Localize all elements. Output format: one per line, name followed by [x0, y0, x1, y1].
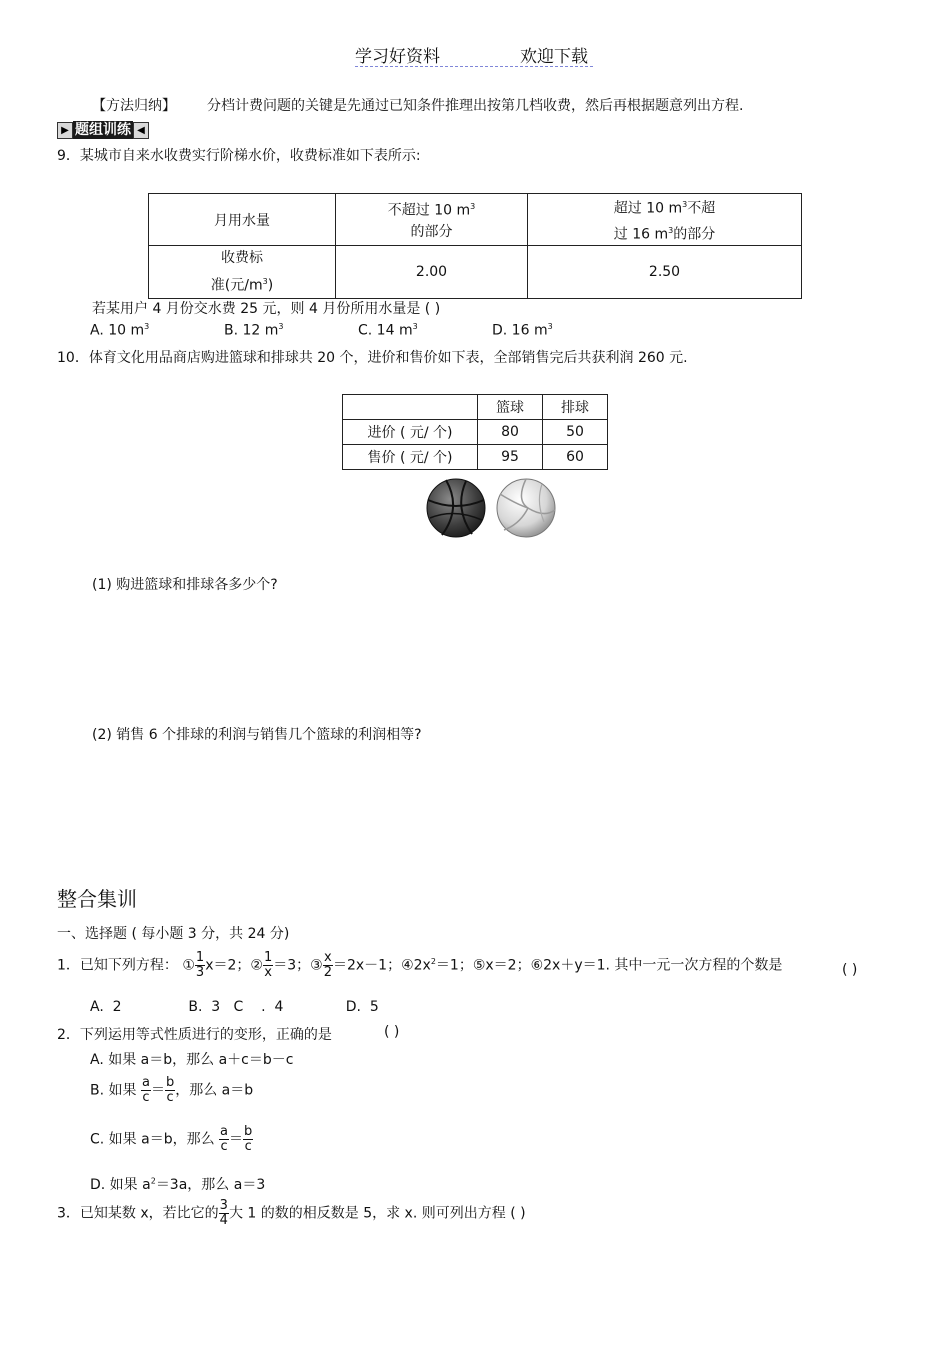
- ball-table-cost-volleyball: 50: [543, 420, 608, 445]
- q9-text: 9．某城市自来水收费实行阶梯水价，收费标准如下表所示:: [57, 148, 421, 164]
- header-left: 学习好资料: [355, 47, 440, 67]
- cell-tier2: 超过 10 $m^3$不超 过 16 $m^3$的部分: [528, 194, 802, 246]
- ball-table-sale-volleyball: 60: [543, 445, 608, 470]
- play-left-icon: ◀: [133, 122, 149, 139]
- q2-option-a: A. 如果 a＝b，那么 a＋c＝b－c: [90, 1052, 294, 1068]
- ball-table-volleyball: 排球: [543, 395, 608, 420]
- basketball-icon: [427, 479, 485, 537]
- fraction: $\frac{1}{3}$: [195, 950, 205, 980]
- ball-price-table: [342, 394, 608, 470]
- fraction: $\frac{1}{x}$: [263, 950, 273, 980]
- cell-price-label: 收费标 准(元$/m^3$): [149, 246, 336, 299]
- ball-table-basketball: 篮球: [478, 395, 543, 420]
- volleyball-icon: [497, 479, 555, 537]
- cell-monthly-usage: 月用水量: [149, 194, 336, 246]
- method-text: 分档计费问题的关键是先通过已知条件推理出按第几档收费，然后再根据题意列出方程.: [207, 98, 744, 114]
- ball-table-sale-basketball: 95: [478, 445, 543, 470]
- header-right: 欢迎下载: [520, 47, 588, 67]
- q9-option-c: C. 14 $m^3$: [358, 322, 418, 339]
- q9-option-d: D. 16 $m^3$: [492, 322, 553, 339]
- fraction: $\frac{b}{c}$: [165, 1075, 175, 1105]
- q1-answer-paren: ( ): [842, 962, 858, 978]
- water-price-table: [148, 193, 802, 299]
- part1-heading: 一、选择题 ( 每小题 3 分，共 24 分): [57, 926, 290, 942]
- q2-text: 2．下列运用等式性质进行的变形，正确的是: [57, 1027, 332, 1043]
- q10-text: 10．体育文化用品商店购进篮球和排球共 20 个，进价和售价如下表，全部销售完后共获利润 260 元.: [57, 350, 688, 366]
- q1-equations: 1．已知下列方程： ① $\frac{1}{3}$ x＝2；② $\frac{1}{x}$ ＝3；③ $\frac{x}{2}$ ＝2x－1；$④2x^2=1$；⑤x＝2；⑥2x＋y＝1. 其中一元一次方程的个数是: [57, 950, 783, 980]
- q2-option-b: B. 如果 $\frac{a}{c}$ ＝ $\frac{b}{c}$ ，那么 a＝b: [90, 1075, 254, 1105]
- balls-illustration: [424, 478, 560, 540]
- fraction: $\frac{x}{2}$: [323, 950, 332, 980]
- q9-stem: 若某用户 4 月份交水费 25 元，则 4 月份所用水量是 ( ): [92, 301, 441, 317]
- page-header: [355, 42, 593, 67]
- cell-tier1-price: 2.00: [336, 246, 528, 299]
- q2-option-c: C. 如果 a＝b，那么 $\frac{a}{c}$ ＝ $\frac{b}{c}$: [90, 1124, 253, 1154]
- q9-option-b: B. 12 $m^3$: [224, 322, 284, 339]
- q9-option-a: A. 10 $m^3$: [90, 322, 150, 339]
- q10-sub1: (1) 购进篮球和排球各多少个?: [92, 577, 278, 593]
- q1-options: A. 2 B. 3 C . 4 D. 5: [90, 999, 379, 1015]
- ball-table-sale-label: 售价 ( 元/ 个): [343, 445, 478, 470]
- fraction: $\frac{3}{4}$: [219, 1198, 228, 1228]
- fraction: $\frac{a}{c}$: [220, 1124, 229, 1154]
- fraction: $\frac{b}{c}$: [244, 1124, 253, 1154]
- cell-tier2-price: 2.50: [528, 246, 802, 299]
- play-right-icon: ▶: [57, 122, 73, 139]
- ball-table-corner: [343, 395, 478, 420]
- q3-text: 3．已知某数 x，若比它的 $\frac{3}{4}$ 大 1 的数的相反数是 5，求 x. 则可列出方程 ( ): [57, 1198, 526, 1228]
- q2-answer-paren: ( ): [384, 1024, 400, 1040]
- cell-tier1: 不超过 10 $m^3$ 的部分: [336, 194, 528, 246]
- q10-sub2: (2) 销售 6 个排球的利润与销售几个篮球的利润相等?: [92, 727, 422, 743]
- ball-table-cost-label: 进价 ( 元/ 个): [343, 420, 478, 445]
- integrated-title: 整合集训: [57, 887, 137, 911]
- q2-option-d: D. 如果 $a^2=3a$，那么 a＝3: [90, 1176, 266, 1193]
- method-label: 【方法归纳】: [92, 98, 176, 114]
- ball-table-cost-basketball: 80: [478, 420, 543, 445]
- section-tag-label: 题组训练: [75, 122, 131, 138]
- fraction: $\frac{a}{c}$: [141, 1075, 150, 1105]
- section-tag: [57, 119, 149, 139]
